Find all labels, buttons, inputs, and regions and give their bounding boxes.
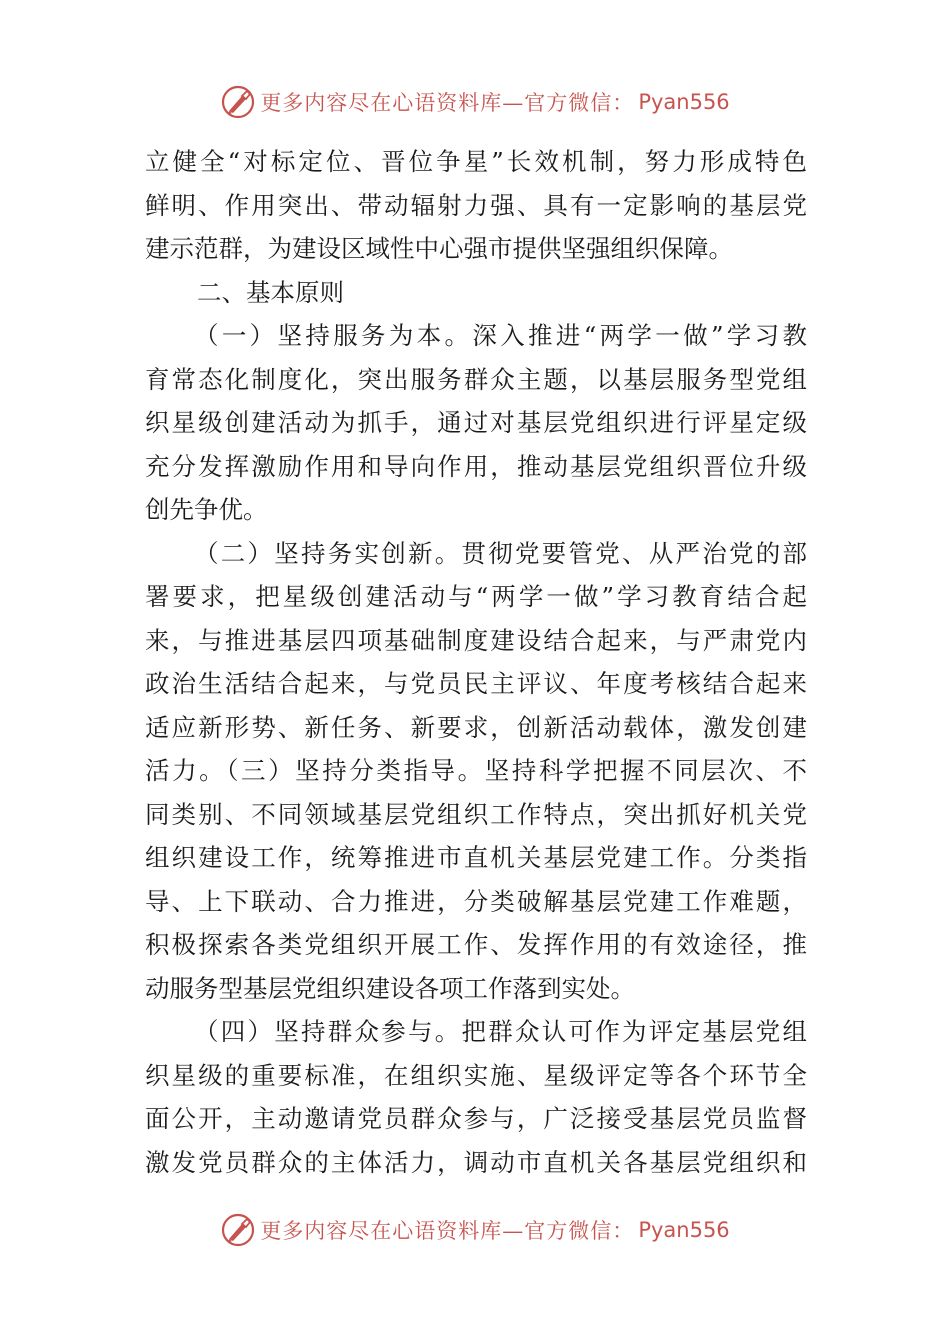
watermark-handle: Pyan556 — [638, 90, 730, 114]
body-line: 组织建设工作，统筹推进市直机关基层党建工作。分类指 — [145, 843, 807, 872]
body-line: 充分发挥激励作用和导向作用，推动基层党组织晋位升级 — [145, 451, 807, 481]
watermark-text: 更多内容尽在心语资料库—官方微信： — [260, 1219, 635, 1243]
header-watermark — [0, 80, 950, 124]
body-line: 同类别、不同领域基层党组织工作特点，突出抓好机关党 — [145, 799, 807, 829]
body-line: 政治生活结合起来，与党员民主评议、年度考核结合起来 — [145, 669, 807, 698]
pen-nib-logo-icon — [220, 1212, 256, 1248]
body-line: （四）坚持群众参与。把群众认可作为评定基层党组 — [194, 1017, 807, 1046]
body-line: 适应新形势、新任务、新要求，创新活动载体，激发创建 — [145, 712, 807, 742]
document-body — [145, 140, 807, 1184]
body-line: 织星级的重要标准，在组织实施、星级评定等各个环节全 — [145, 1060, 807, 1090]
body-line: 动服务型基层党组织建设各项工作落到实处。 — [145, 973, 635, 1003]
watermark-handle: Pyan556 — [638, 1218, 730, 1242]
body-line: 积极探索各类党组织开展工作、发挥作用的有效途径，推 — [145, 930, 807, 959]
body-line: 立健全“对标定位、晋位争星”长效机制，努力形成特色 — [145, 147, 807, 176]
body-line: 面公开，主动邀请党员群众参与，广泛接受基层党员监督 — [145, 1104, 807, 1133]
body-line: 创先争优。 — [145, 495, 268, 524]
section-heading: 二、基本原则 — [197, 277, 344, 307]
body-line: （二）坚持务实创新。贯彻党要管党、从严治党的部 — [194, 538, 807, 568]
body-line: 建示范群，为建设区域性中心强市提供坚强组织保障。 — [145, 234, 733, 263]
pen-nib-logo-icon — [220, 84, 256, 120]
body-line: 来，与推进基层四项基础制度建设结合起来，与严肃党内 — [145, 625, 807, 655]
body-line: 署要求，把星级创建活动与“两学一做”学习教育结合起 — [145, 582, 807, 611]
watermark-text: 更多内容尽在心语资料库—官方微信： — [260, 91, 635, 115]
footer-watermark — [0, 1208, 950, 1252]
body-line: 鲜明、作用突出、带动辐射力强、具有一定影响的基层党 — [145, 190, 807, 220]
body-line: 激发党员群众的主体活力，调动市直机关各基层党组织和 — [145, 1147, 807, 1177]
body-line: 育常态化制度化，突出服务群众主题，以基层服务型党组 — [145, 364, 807, 394]
body-line: 织星级创建活动为抓手，通过对基层党组织进行评星定级 — [145, 408, 807, 437]
body-line: （一）坚持服务为本。深入推进“两学一做”学习教 — [194, 321, 807, 350]
body-line: 导、上下联动、合力推进，分类破解基层党建工作难题， — [145, 886, 807, 916]
body-line: 活力。（三）坚持分类指导。坚持科学把握不同层次、不 — [145, 756, 807, 785]
